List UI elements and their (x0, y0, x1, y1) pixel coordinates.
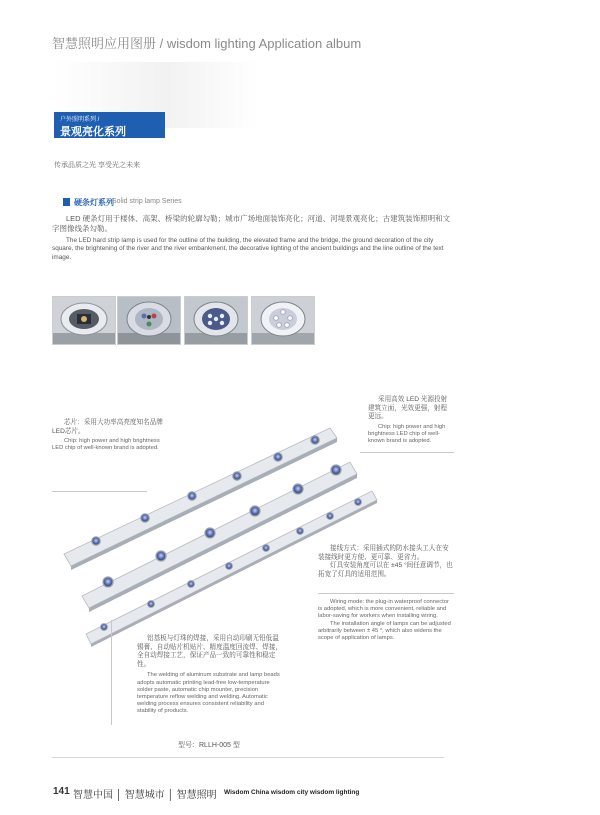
footer-chinese: 智慧中国 │ 智慧城市 │ 智慧照明 (73, 790, 217, 801)
callout-welding (137, 635, 283, 716)
intro-english: The LED hard strip lamp is used for the outline of the building, the elevated frame and the bridge, the ground decoration of the city square, the brightening of the river and the river embankment, the decorative lighting of the ancient buildings and the line outline of the text image. (52, 237, 444, 261)
callout-wiring-english (318, 599, 454, 642)
series-category: 户外照明系列 / (60, 117, 100, 123)
callout-weld-en: The welding of aluminum substrate and lamp beads adopts automatic printing lead-free low-temperature solder paste, automatic chip mounter, precision temperature reflow welding and welding. Automatic welding process ensures consistent reliability and stability of products. (137, 672, 280, 715)
footer-english: Wisdom China wisdom city wisdom lighting (224, 789, 360, 796)
leader-line-wiring (318, 593, 454, 594)
callout-source-cn: 采用高效 LED 光源投射建筑立面，光效更强，射程更远。 (368, 396, 448, 421)
series-title: 景观亮化系列 (60, 126, 126, 138)
callout-wiring-cn-2: 灯具安装角度可以在 ±45 °间任意调节，也拓宽了灯具的适用范围。 (318, 562, 453, 578)
callout-weld-cn: 铝基板与灯珠的焊接，采用自动印刷无铅低温锡膏、自动贴片机贴片、精度温度回流焊、焊接，全自动焊接工艺，保证产品一致的可靠性和稳定性。 (137, 635, 283, 668)
footer-divider (52, 757, 444, 758)
page-number: 141 (53, 786, 70, 797)
album-title: 智慧照明应用图册 / wisdom lighting Application album (52, 36, 362, 51)
callout-wiring (318, 545, 454, 579)
callout-chip-cn: 芯片：采用大功率高亮度知名品牌 LED芯片。 (52, 419, 163, 435)
callout-source-en: Chip: high power and high brightness LED chip of well-known brand is adopted. (368, 423, 446, 445)
callout-wiring-en-2: The installation angle of lamps can be adjusted arbitrarily between ± 45 °, which also widens the scope of application of lamps. (318, 620, 451, 642)
slogan: 传承品质之光 享受光之未来 (54, 162, 140, 169)
leader-line-source (360, 452, 454, 453)
section-title: 硬条灯系列 (74, 198, 114, 207)
callout-chip-en: Chip: high power and high brightness LED chip of well-known brand is adopted. (52, 438, 160, 452)
intro-chinese: LED 硬条灯用于楼体、高架、桥梁的轮廓勾勒；城市广场地面装饰亮化；河道、河堤景观亮化；古建筑装饰照明和文字图像线条勾勒。 (52, 214, 451, 233)
section-subtitle: Solid strip lamp Series (112, 198, 182, 205)
callout-chip (52, 419, 165, 453)
leader-line-weld (111, 620, 112, 725)
leader-line-chip (52, 491, 147, 492)
callout-wiring-cn-1: 接线方式：采用插式的防水接头工人在安装接线时更方便、更可靠、更省力。 (318, 545, 449, 561)
callout-light-source (368, 396, 453, 445)
callout-wiring-en-1: Wiring mode: the plug-in waterproof connector is adopted, which is more convenient, reliable and labor-saving for workers when installing wiring. (318, 599, 449, 620)
model-number: 型号：RLLH-005 型 (178, 742, 240, 749)
